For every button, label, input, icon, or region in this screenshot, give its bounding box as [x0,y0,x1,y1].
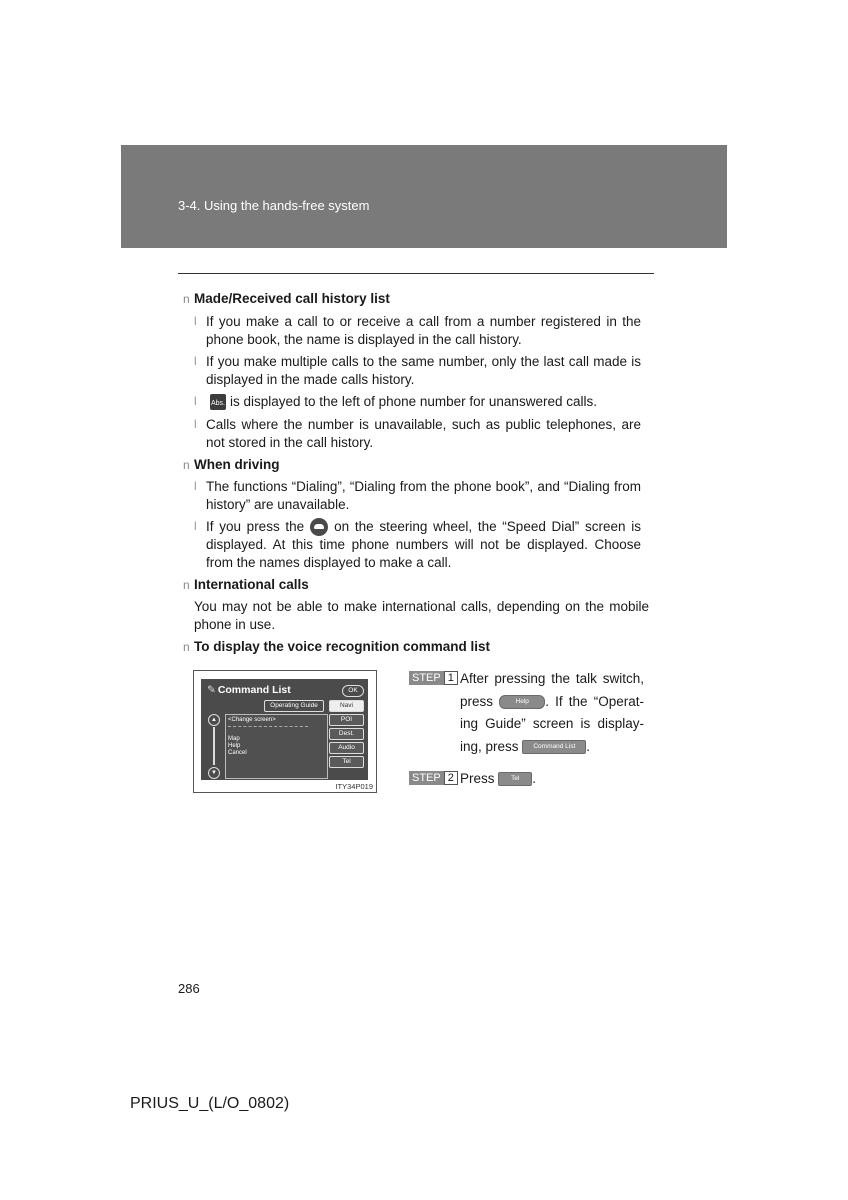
bullet-text: If you make a call to or receive a call from a number registered in the phone book, the name is displayed in the call history. [206,314,641,347]
bullet-glyph: l [194,314,197,328]
section-marker: n [183,292,190,306]
phone-switch-icon [310,518,328,536]
screen-tab-poi: POI [329,714,364,726]
step-text-part: Press [460,771,495,786]
bullet-glyph: l [194,354,197,368]
bullet-unavailable-number [194,416,641,451]
missed-call-icon: Abs. [210,394,226,410]
step-text-part: . [532,771,537,786]
screen-operating-guide-button: Operating Guide [264,700,324,712]
scroll-up-icon: ▲ [208,714,220,726]
footer-code: PRIUS_U_(L/O_0802) [130,1095,290,1112]
list-item: Map [228,736,240,742]
list-divider [228,726,308,727]
bullet-glyph: l [194,417,197,431]
list-header: <Change screen> [228,717,276,723]
chapter-title: 3-4. Using the hands-free system [178,198,370,213]
heading-when-driving [183,456,280,474]
screen-tab-audio: Audio [329,742,364,754]
figure-code: ITY34P019 [335,782,373,791]
heading-text: International calls [194,577,309,592]
screen-title-text: Command List [217,684,291,696]
heading-made-received [183,290,390,308]
step-badge [409,771,458,785]
bullet-multiple-calls [194,353,641,388]
scroll-track [213,727,215,765]
screen-title [207,684,291,696]
command-list-screen [201,679,368,780]
section-marker: n [183,578,190,592]
bullet-phonebook-name [194,313,641,348]
step-number: 2 [444,771,458,785]
step-text-part: After pressing the talk switch, press [460,671,644,709]
bullet-text: Calls where the number is unavailable, such as public telephones, are not stored in the call history. [206,417,641,450]
screen-ok-button: OK [342,685,364,697]
bullet-text: The functions “Dialing”, “Dialing from the phone book”, and “Dialing from history” are unavailable. [206,479,641,512]
bullet-missed-icon [194,393,641,411]
screen-tab-navi: Navi [329,700,364,712]
bullet-speed-dial [194,518,641,571]
step-badge [409,671,458,685]
list-item: Cancel [228,750,247,756]
step-text-part: . If the “Operat-ing Guide” screen is display-ing, press [460,693,644,754]
step-label: STEP [409,771,444,785]
step-text-part: . [586,738,591,754]
page-number: 286 [178,981,200,996]
bullet-glyph: l [194,519,197,533]
bullet-glyph: l [194,394,197,408]
bullet-functions-unavailable [194,478,641,513]
screen-tab-dest: Dest. [329,728,364,740]
section-marker: n [183,458,190,472]
international-text: You may not be able to make international calls, depending on the mobile phone in use. [194,599,649,632]
help-button-image: Help [499,695,545,709]
heading-international-calls [183,576,309,594]
step-text [460,768,644,791]
pencil-icon: ✎ [207,684,216,696]
bullet-text: If you make multiple calls to the same number, only the last call made is displayed in the made calls history. [206,354,641,387]
heading-voice-command-list [183,638,490,656]
heading-text: Made/Received call history list [194,291,390,306]
screen-command-list [225,714,328,779]
tel-button-image: Tel [498,772,532,786]
bullet-glyph: l [194,479,197,493]
screen-scrollbar [208,714,220,778]
command-list-figure [193,670,377,793]
bullet-text-before: If you press the [206,519,305,534]
list-item: Help [228,743,241,749]
command-list-button-image: Command List [522,740,586,754]
scroll-down-icon: ▼ [208,767,220,779]
section-marker: n [183,640,190,654]
step-label: STEP [409,671,444,685]
step-number: 1 [444,671,458,685]
step-text [460,668,644,758]
heading-text: To display the voice recognition command list [194,639,491,654]
heading-text: When driving [194,457,280,472]
screen-tab-tel: Tel [329,756,364,768]
bullet-text: is displayed to the left of phone number for unanswered calls. [230,394,597,409]
bullet-text-after: on the steering wheel, the “Speed Dial” screen is displayed. At this time phone numbers will not be displayed. Choose from the names displayed to make a call. [206,519,641,570]
